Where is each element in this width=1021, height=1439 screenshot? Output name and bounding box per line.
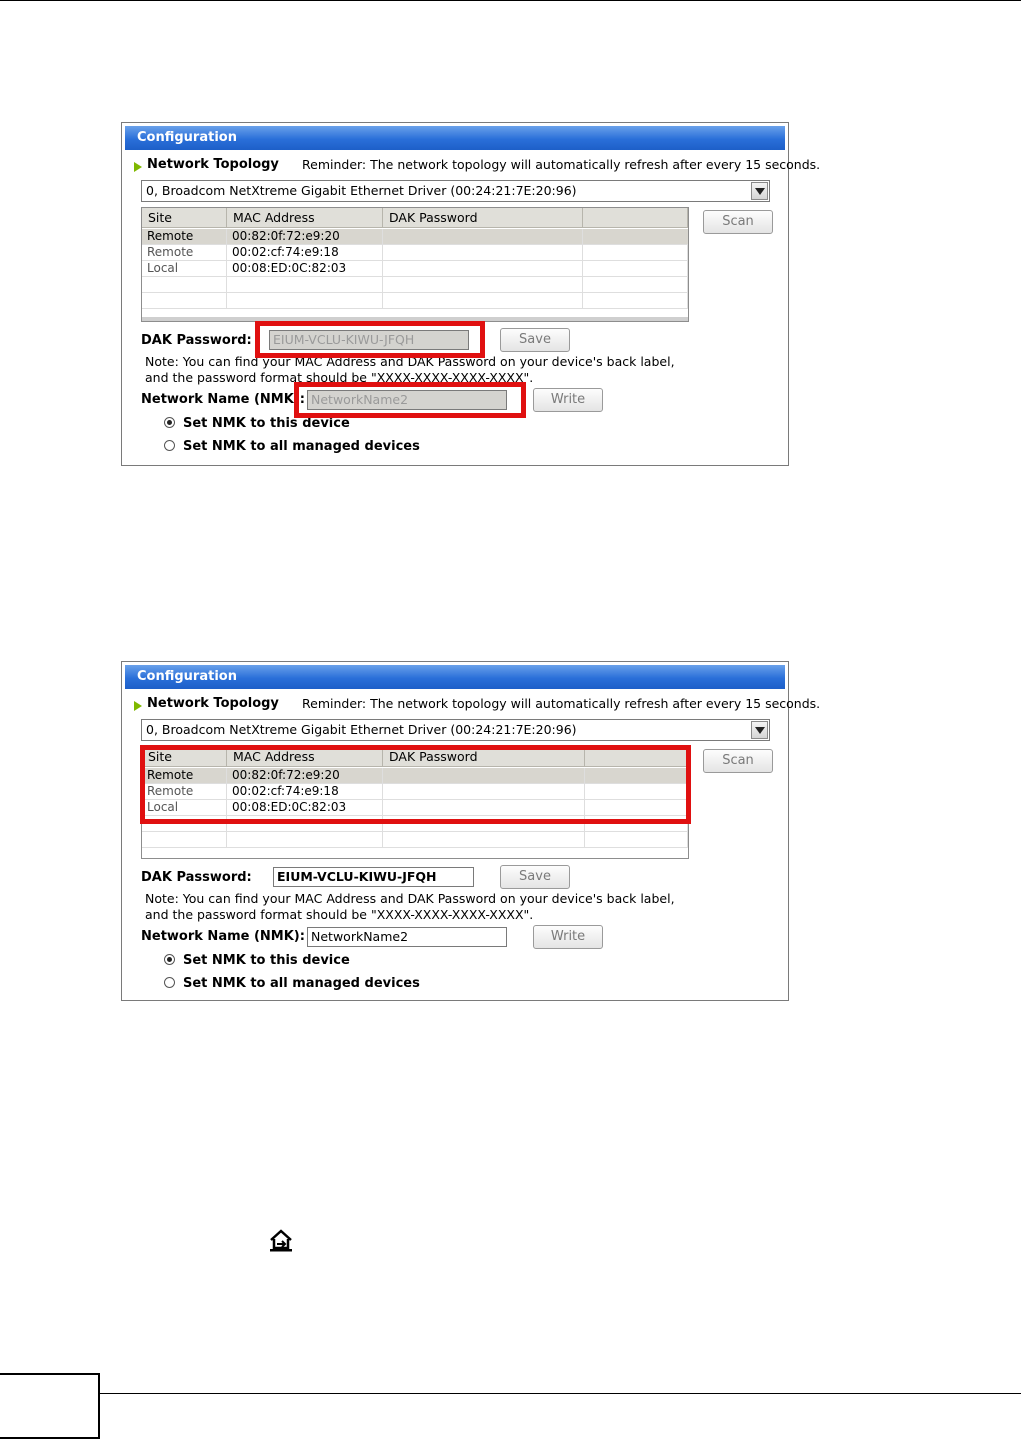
arrow-bullet-icon [134,162,142,172]
save-button[interactable]: Save [500,865,570,889]
mac-cell: 00:02:cf:74:e9:18 [227,784,383,800]
scan-button[interactable]: Scan [703,749,773,773]
site-cell: Remote [142,245,227,261]
radio-set-nmk-device[interactable] [164,416,350,431]
radio-label: Set NMK to all managed devices [183,976,420,991]
site-cell: Local [142,261,227,277]
network-name-label: Network Name (NMK): [141,392,305,407]
highlight-network-name [294,382,526,418]
site-cell: Remote [142,784,227,800]
radio-selected-icon[interactable] [164,417,175,428]
table-row-empty [142,293,688,309]
empty-cell [227,832,383,848]
dak-password-label: DAK Password: [141,333,252,348]
column-header-dak[interactable]: DAK Password [383,747,585,767]
page-number-box [0,1373,100,1439]
highlight-dak-password [255,321,485,358]
site-cell: Remote [142,768,227,784]
topology-row [134,696,821,714]
dak-password-field[interactable]: EIUM-VCLU-KIWU-JFQH [269,330,469,350]
topology-label: Network Topology [147,696,279,711]
column-header-dak[interactable]: DAK Password [383,208,583,228]
note-line-2: and the password format should be "XXXX-XXXX-XXXX-XXXX". [145,907,534,922]
scan-button[interactable]: Scan [703,210,773,234]
radio-unselected-icon[interactable] [164,440,175,451]
home-network-icon [268,1228,294,1252]
empty-cell [383,832,585,848]
empty-cell [383,277,583,293]
column-header-blank [583,208,688,228]
empty-cell [227,293,383,309]
table-row-empty [142,277,688,293]
table-row[interactable] [142,245,688,261]
table-row[interactable] [142,261,688,277]
panel-title: Configuration [125,126,785,150]
dak-cell [383,245,583,261]
adapter-select-value: 0, Broadcom NetXtreme Gigabit Ethernet Driver (00:24:21:7E:20:96) [146,722,577,737]
column-header-site[interactable]: Site [142,747,227,767]
network-name-field[interactable]: NetworkName2 [307,927,507,947]
panel-title: Configuration [125,665,785,689]
mac-cell: 00:82:0f:72:e9:20 [227,229,383,245]
table-row[interactable] [142,229,688,245]
network-name-field[interactable]: NetworkName2 [307,390,507,410]
radio-set-nmk-device[interactable] [164,953,350,968]
radio-label: Set NMK to this device [183,953,350,968]
empty-cell [583,277,688,293]
column-header-mac[interactable]: MAC Address [227,208,383,228]
dak-password-label: DAK Password: [141,870,252,885]
note-line-1: Note: You can find your MAC Address and DAK Password on your device's back label, [145,891,675,906]
header-rule [0,0,1021,1]
radio-selected-icon[interactable] [164,954,175,965]
chevron-down-icon [755,727,765,734]
write-button[interactable]: Write [533,925,603,949]
empty-cell [583,293,688,309]
dak-cell [383,261,583,277]
empty-cell [585,832,688,848]
mac-cell: 00:08:ED:0C:82:03 [227,261,383,277]
dropdown-button[interactable] [751,721,768,739]
topology-row [134,157,821,175]
topology-label: Network Topology [147,157,279,172]
site-cell: Local [142,800,227,816]
radio-set-nmk-all[interactable] [164,976,420,991]
site-cell: Remote [142,229,227,245]
refresh-reminder: Reminder: The network topology will automatically refresh after every 15 seconds. [302,157,821,172]
radio-label: Set NMK to this device [183,416,350,431]
column-header-mac[interactable]: MAC Address [227,747,383,767]
adapter-select[interactable] [141,719,770,741]
radio-label: Set NMK to all managed devices [183,439,420,454]
adapter-select-value: 0, Broadcom NetXtreme Gigabit Ethernet Driver (00:24:21:7E:20:96) [146,183,577,198]
footer-rule [0,1393,1021,1394]
write-button[interactable]: Write [533,388,603,412]
empty-cell [227,277,383,293]
highlight-topology-table [140,745,691,824]
mac-cell: 00:08:ED:0C:82:03 [227,800,383,816]
chevron-down-icon [755,188,765,195]
refresh-reminder: Reminder: The network topology will automatically refresh after every 15 seconds. [302,696,821,711]
radio-set-nmk-all[interactable] [164,439,420,454]
dropdown-button[interactable] [751,182,768,200]
note-line-1: Note: You can find your MAC Address and DAK Password on your device's back label, [145,354,675,369]
configuration-panel-2 [121,661,821,1001]
radio-unselected-icon[interactable] [164,977,175,988]
empty-cell [383,293,583,309]
mac-cell: 00:02:cf:74:e9:18 [227,245,383,261]
arrow-bullet-icon [134,701,142,711]
empty-cell [583,245,688,261]
empty-cell [583,261,688,277]
mac-cell: 00:82:0f:72:e9:20 [227,768,383,784]
topology-table[interactable] [141,207,689,322]
adapter-select[interactable] [141,180,770,202]
save-button[interactable]: Save [500,328,570,352]
empty-cell [142,293,227,309]
configuration-panel-1 [121,122,821,466]
column-header-site[interactable]: Site [142,208,227,228]
dak-password-field[interactable]: EIUM-VCLU-KIWU-JFQH [273,867,474,887]
password-note [145,891,675,923]
empty-cell [142,277,227,293]
table-row-empty [142,832,688,848]
note-line-2: and the password format should be "XXXX-XXXX-XXXX-XXXX". [145,370,534,385]
dak-cell [383,229,583,245]
empty-cell [142,832,227,848]
network-name-label: Network Name (NMK): [141,929,305,944]
